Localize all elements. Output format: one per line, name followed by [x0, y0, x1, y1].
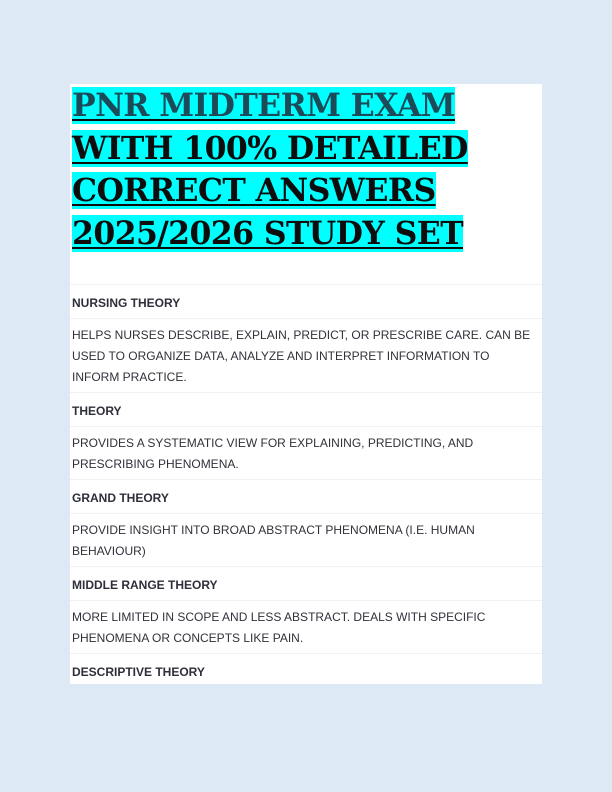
term-middle-range-theory: MIDDLE RANGE THEORY: [70, 567, 542, 601]
term-nursing-theory: NURSING THEORY: [70, 285, 542, 319]
definition-nursing-theory: HELPS NURSES DESCRIBE, EXPLAIN, PREDICT, OR PRESCRIBE CARE. CAN BE USED TO ORGANIZE DATA, ANALYZE AND INTERPRET INFORMATION TO INFORM PRACTICE.: [70, 319, 542, 393]
title-block: [70, 84, 542, 285]
title-part-1: PNR MIDTERM EXAM: [72, 87, 456, 124]
document-title: [72, 84, 542, 255]
term-theory: THEORY: [70, 393, 542, 427]
document-page: [70, 84, 542, 684]
definition-theory: PROVIDES A SYSTEMATIC VIEW FOR EXPLAINING, PREDICTING, AND PRESCRIBING PHENOMENA.: [70, 427, 542, 480]
definition-middle-range-theory: MORE LIMITED IN SCOPE AND LESS ABSTRACT. DEALS WITH SPECIFIC PHENOMENA OR CONCEPTS LIKE PAIN.: [70, 601, 542, 654]
term-grand-theory: GRAND THEORY: [70, 480, 542, 514]
title-part-2: WITH 100% DETAILED CORRECT ANSWERS 2025/2026 STUDY SET: [72, 129, 468, 252]
term-descriptive-theory: DESCRIPTIVE THEORY: [70, 654, 542, 684]
definition-grand-theory: PROVIDE INSIGHT INTO BROAD ABSTRACT PHENOMENA (I.E. HUMAN BEHAVIOUR): [70, 514, 542, 567]
title-highlight: [72, 87, 468, 252]
